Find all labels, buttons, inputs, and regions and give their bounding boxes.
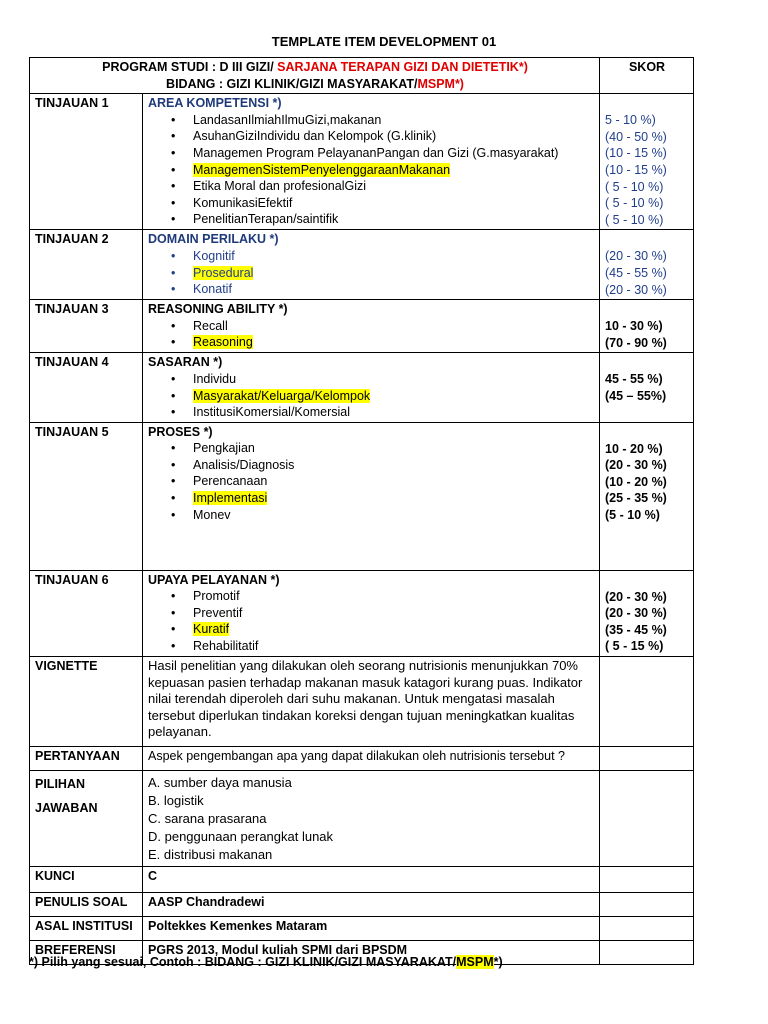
tinjauan-2-content (143, 230, 600, 300)
choices-row (30, 771, 694, 867)
score-list (605, 589, 689, 655)
section-heading: REASONING ABILITY *) (148, 302, 288, 317)
program-header-cell (30, 58, 600, 94)
vignette-text: Hasil penelitian yang dilakukan oleh seorang nutrisionis menunjukkan 70% kepuasan pasien terhadap makanan masuk katagori kurang puas. Indikator nilai terendah diperoleh dari suhu makanan. Untuk mengatasi masalah tersebut diperlukan tindakan koreksi dengan tujuan meningkatkan kualitas pelayanan. (143, 657, 600, 747)
list-item: • Recall (193, 318, 595, 335)
section-heading: PROSES *) (148, 424, 213, 439)
list-item: • Promotif (193, 588, 595, 605)
tinjauan-3-row (30, 300, 694, 353)
choices-content (143, 771, 600, 867)
score-value: (35 - 45 %) (605, 622, 667, 637)
score-value: (45 – 55%) (605, 388, 667, 403)
score-value: (25 - 35 %) (605, 491, 667, 506)
list-item: • Etika Moral dan profesionalGizi (193, 178, 595, 195)
list-item: • PenelitianTerapan/saintifik (193, 211, 595, 228)
list-item: • Konatif (193, 281, 595, 298)
score-value: ( 5 - 10 %) (605, 212, 664, 227)
question-row (30, 747, 694, 771)
section-heading: DOMAIN PERILAKU *) (148, 232, 279, 247)
score-value: (20 - 30 %) (605, 282, 667, 297)
author-row (30, 893, 694, 917)
tinjauan-5-row (30, 422, 694, 570)
program-prefix: PROGRAM STUDI : D III GIZI/ (102, 60, 278, 74)
tinjauan-2-row (30, 230, 694, 300)
option-list (148, 440, 595, 523)
row-label: TINJAUAN 2 (30, 230, 143, 300)
score-value: (20 - 30 %) (605, 458, 667, 473)
list-item: • Managemen Program PelayananPangan dan Gizi (G.masyarakat) (193, 145, 595, 162)
footnote-suffix: *) (493, 955, 503, 969)
score-value: ( 5 - 10 %) (605, 179, 664, 194)
institution-value: Poltekkes Kemenkes Mataram (143, 917, 600, 941)
score-cell (600, 94, 694, 230)
institution-row (30, 917, 694, 941)
header-row (30, 58, 694, 94)
footnote-highlight: MSPM (456, 955, 494, 969)
list-item: • Monev (193, 507, 595, 524)
score-cell (600, 747, 694, 771)
question-text: Aspek pengembangan apa yang dapat dilakukan oleh nutrisionis tersebut ? (143, 747, 600, 771)
choice-item: D. penggunaan perangkat lunak (148, 829, 334, 845)
tinjauan-1-row (30, 94, 694, 230)
score-cell (600, 300, 694, 353)
list-item-selected: • Kuratif (193, 621, 595, 638)
score-value: (20 - 30 %) (605, 589, 667, 604)
choice-item: A. sumber daya manusia (148, 775, 292, 791)
choice-item: B. logistik (148, 793, 204, 809)
score-value: ( 5 - 10 %) (605, 196, 664, 211)
option-list (148, 318, 595, 351)
list-item-selected: • Implementasi (193, 490, 595, 507)
score-cell (600, 657, 694, 747)
score-value: (10 - 20 %) (605, 474, 667, 489)
program-highlight: SARJANA TERAPAN GIZI DAN DIETETIK*) (277, 60, 528, 74)
vignette-row (30, 657, 694, 747)
row-label: TINJAUAN 4 (30, 353, 143, 422)
choice-item: E. distribusi makanan (148, 847, 273, 863)
score-value: 10 - 20 %) (605, 441, 663, 456)
score-value: ( 5 - 15 %) (605, 639, 664, 654)
tinjauan-1-content (143, 94, 600, 230)
list-item: • Preventif (193, 605, 595, 622)
row-label: TINJAUAN 5 (30, 422, 143, 570)
tinjauan-4-content (143, 353, 600, 422)
list-item: • Rehabilitatif (193, 638, 595, 655)
score-cell (600, 230, 694, 300)
score-value: 5 - 10 %) (605, 113, 656, 128)
row-label: PENULIS SOAL (30, 893, 143, 917)
tinjauan-6-content (143, 570, 600, 656)
list-item-selected: • Reasoning (193, 334, 595, 351)
footnote-prefix: *) Pilih yang sesuai, Contoh : BIDANG : GIZI KLINIK/GIZI MASYARAKAT/ (29, 955, 457, 969)
row-label: PERTANYAAN (30, 747, 143, 771)
score-cell (600, 941, 694, 965)
tinjauan-6-row (30, 570, 694, 656)
footnote (29, 955, 503, 969)
reference-value: PGRS 2013, Modul kuliah SPMI dari BPSDM (143, 941, 600, 965)
score-cell (600, 353, 694, 422)
item-development-table (29, 57, 694, 965)
row-label: BREFERENSI (30, 941, 143, 965)
program-line (35, 59, 595, 76)
score-value: (40 - 50 %) (605, 129, 667, 144)
score-value: (10 - 15 %) (605, 146, 667, 161)
section-heading: SASARAN *) (148, 355, 223, 370)
row-label: TINJAUAN 1 (30, 94, 143, 230)
score-cell (600, 867, 694, 893)
choices-label-line-2: JAWABAN (35, 801, 98, 816)
list-item: • KomunikasiEfektif (193, 195, 595, 212)
score-list (605, 441, 689, 524)
section-heading: AREA KOMPETENSI *) (148, 96, 282, 111)
score-value: 10 - 30 %) (605, 319, 663, 334)
list-item-selected: • Prosedural (193, 265, 595, 282)
score-list (605, 112, 689, 228)
row-label: TINJAUAN 3 (30, 300, 143, 353)
option-list (148, 248, 595, 298)
row-label (30, 771, 143, 867)
score-list (605, 371, 689, 404)
score-value: (70 - 90 %) (605, 335, 667, 350)
tinjauan-4-row (30, 353, 694, 422)
list-item: • InstitusiKomersial/Komersial (193, 404, 595, 421)
score-value: (5 - 10 %) (605, 508, 660, 523)
list-item: • Individu (193, 371, 595, 388)
row-label: KUNCI (30, 867, 143, 893)
option-list (148, 588, 595, 654)
tinjauan-3-content (143, 300, 600, 353)
bidang-line (35, 76, 595, 93)
key-row (30, 867, 694, 893)
answer-key-value: C (143, 867, 600, 893)
choice-list (148, 774, 595, 864)
tinjauan-5-content (143, 422, 600, 570)
bidang-highlight: MSPM*) (417, 76, 464, 91)
score-value: (45 - 55 %) (605, 265, 667, 280)
option-list (148, 112, 595, 228)
list-item: • AsuhanGiziIndividu dan Kelompok (G.klinik) (193, 128, 595, 145)
score-list (605, 318, 689, 351)
page-title: TEMPLATE ITEM DEVELOPMENT 01 (271, 34, 497, 49)
list-item: • Perencanaan (193, 473, 595, 490)
score-list (605, 248, 689, 298)
list-item-selected: • Masyarakat/Keluarga/Kelompok (193, 388, 595, 405)
row-label: ASAL INSTITUSI (30, 917, 143, 941)
score-cell (600, 422, 694, 570)
score-value: (20 - 30 %) (605, 249, 667, 264)
choice-item: C. sarana prasarana (148, 811, 267, 827)
list-item: • Analisis/Diagnosis (193, 457, 595, 474)
list-item: • LandasanIlmiahIlmuGizi,makanan (193, 112, 595, 129)
score-cell (600, 771, 694, 867)
row-label: TINJAUAN 6 (30, 570, 143, 656)
score-value: (20 - 30 %) (605, 606, 667, 621)
list-item: • Pengkajian (193, 440, 595, 457)
author-value: AASP Chandradewi (143, 893, 600, 917)
option-list (148, 371, 595, 421)
row-label: VIGNETTE (30, 657, 143, 747)
section-heading: UPAYA PELAYANAN *) (148, 572, 280, 587)
list-item-selected: • ManagemenSistemPenyelenggaraanMakanan (193, 162, 595, 179)
score-header: SKOR (600, 58, 694, 94)
score-value: 45 - 55 %) (605, 372, 663, 387)
bidang-prefix: BIDANG : GIZI KLINIK/GIZI MASYARAKAT/ (166, 76, 418, 91)
score-cell (600, 570, 694, 656)
score-cell (600, 917, 694, 941)
score-cell (600, 893, 694, 917)
choices-label-line-1: PILIHAN (35, 777, 85, 792)
list-item: • Kognitif (193, 248, 595, 265)
score-value: (10 - 15 %) (605, 162, 667, 177)
